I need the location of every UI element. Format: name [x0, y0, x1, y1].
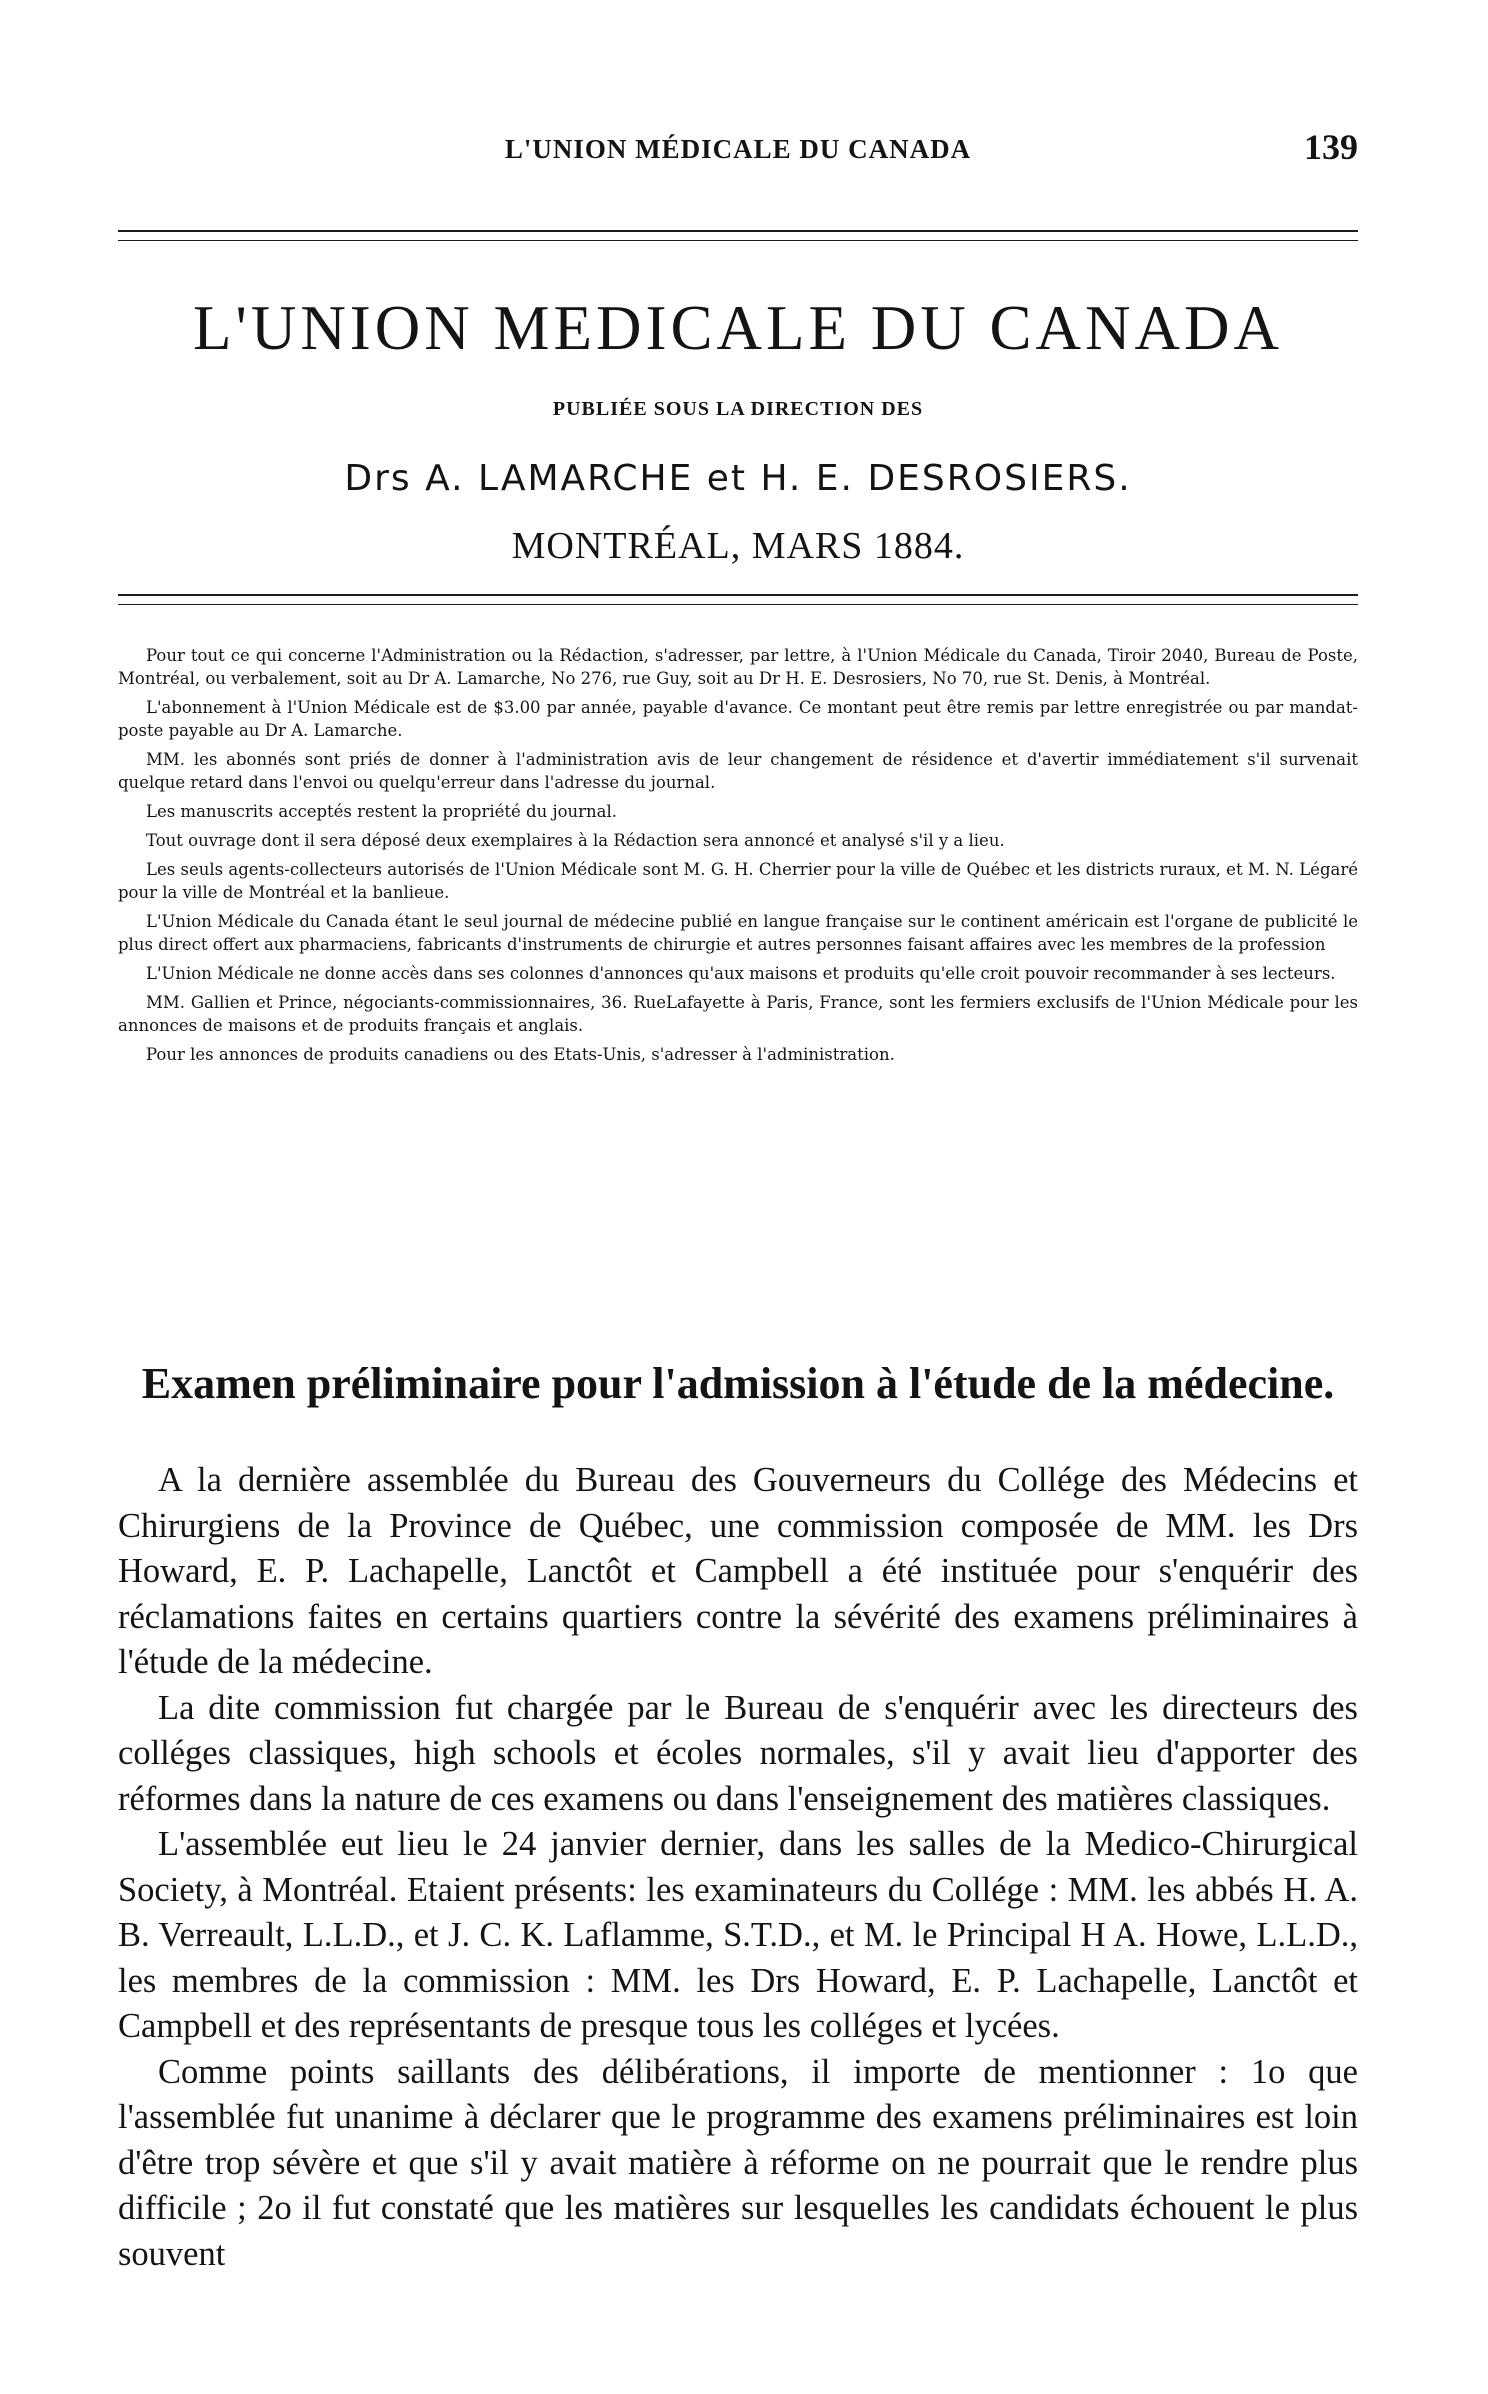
notice-manuscripts: Les manuscrits acceptés restent la propriété du journal.	[146, 802, 618, 821]
notices-block	[118, 644, 1358, 1072]
notice-agents: Les seuls agents-collecteurs autorisés de l'Union Médicale sont M. G. H. Cherrier pour la ville de Québec et les districts ruraux, et M. N. Légaré pour la ville de Montréal et la banlieue.	[118, 860, 1358, 902]
notice-advertisers-policy: L'Union Médicale ne donne accès dans ses colonnes d'annonces qu'aux maisons et produits qu'elle croit pouvoir recommander à ses lecteurs.	[146, 964, 1336, 983]
article-paragraph: La dite commission fut chargée par le Bureau de s'enquérir avec les directeurs des colléges classiques, high schools et écoles normales, s'il y avait lieu d'apporter des réformes dans la nature de ces examens ou dans l'enseignement des matières classiques.	[118, 1688, 1358, 1818]
notice-administration: Pour tout ce qui concerne l'Administration ou la Rédaction, s'adresser, par lettre, à l'Union Médicale du Canada, Tiroir 2040, Bureau de Poste, Montréal, ou verbalement, soit au Dr A. Lamarche, No 276, rue Guy, soit au Dr H. E. Desrosiers, No 70, rue St. Denis, à Montréal.	[118, 646, 1358, 688]
masthead-title: L'UNION MEDICALE DU CANADA	[192, 293, 1283, 363]
notice-paris-agents: MM. Gallien et Prince, négociants-commissionnaires, 36. RueLafayette à Paris, France, sont les fermiers exclusifs de l'Union Médicale pour les annonces de maisons et de produits français et anglais.	[118, 993, 1358, 1035]
masthead-rule-thin	[118, 604, 1358, 605]
article-heading: Examen préliminaire pour l'admission à l'étude de la médecine.	[141, 1359, 1335, 1408]
masthead-editors: Drs A. LAMARCHE et H. E. DESROSIERS.	[344, 458, 1132, 499]
notice-canadian-ads: Pour les annonces de produits canadiens ou des Etats-Unis, s'adresser à l'administration.	[146, 1045, 895, 1064]
journal-page	[118, 0, 1358, 2394]
article-paragraph: A la dernière assemblée du Bureau des Gouverneurs du Collége des Médecins et Chirurgiens de la Province de Québec, une commission composée de MM. les Drs Howard, E. P. Lachapelle, Lanctôt et Campbell a été instituée pour s'enquérir des réclamations faites en certains quartiers contre la sévérité des examens préliminaires à l'étude de la médecine.	[118, 1461, 1358, 1681]
masthead-date: MONTRÉAL, MARS 1884.	[511, 525, 965, 567]
article-body	[118, 1458, 1358, 2277]
running-title: L'UNION MÉDICALE DU CANADA	[504, 134, 972, 164]
notice-subscription: L'abonnement à l'Union Médicale est de $3.00 par année, payable d'avance. Ce montant peut être remis par lettre enregistrée ou par mandat-poste payable au Dr A. Lamarche.	[118, 698, 1358, 740]
article-paragraph: L'assemblée eut lieu le 24 janvier dernier, dans les salles de la Medico-Chirurgical Society, à Montréal. Etaient présents: les examinateurs du Collége : MM. les abbés H. A. B. Verreault, L.L.D., et J. C. K. Laflamme, S.T.D., et M. le Principal H A. Howe, L.L.D., les membres de la commission : MM. les Drs Howard, E. P. Lachapelle, Lanctôt et Campbell et des représentants de presque tous les colléges et lycées.	[118, 1825, 1358, 2045]
notice-address-change: MM. les abonnés sont priés de donner à l'administration avis de leur changement de résidence et d'avertir immédiatement s'il survenait quelque retard dans l'envoi ou quelqu'erreur dans l'adresse du journal.	[118, 750, 1358, 792]
notice-reviews: Tout ouvrage dont il sera déposé deux exemplaires à la Rédaction sera annoncé et analysé s'il y a lieu.	[146, 831, 1005, 850]
notice-advertising: L'Union Médicale du Canada étant le seul journal de médecine publié en langue française sur le continent américain est l'organe de publicité le plus direct offert aux pharmaciens, fabricants d'instruments de chirurgie et autres personnes faisant affaires avec les membres de la profession	[118, 912, 1358, 954]
masthead-subtitle: PUBLIÉE SOUS LA DIRECTION DES	[552, 398, 924, 420]
masthead-rule-thick	[118, 594, 1358, 596]
page-number: 139	[1304, 127, 1358, 167]
top-rule-thin	[118, 240, 1358, 241]
article-paragraph: Comme points saillants des délibérations, il importe de mentionner : 1o que l'assemblée fut unanime à déclarer que le programme des examens préliminaires est loin d'être trop sévère et que s'il y avait matière à réforme on ne pourrait que le rendre plus difficile ; 2o il fut constaté que les matières sur lesquelles les candidats échouent le plus souvent	[118, 2052, 1358, 2273]
running-header	[118, 126, 1358, 176]
top-rule-thick	[118, 230, 1358, 232]
